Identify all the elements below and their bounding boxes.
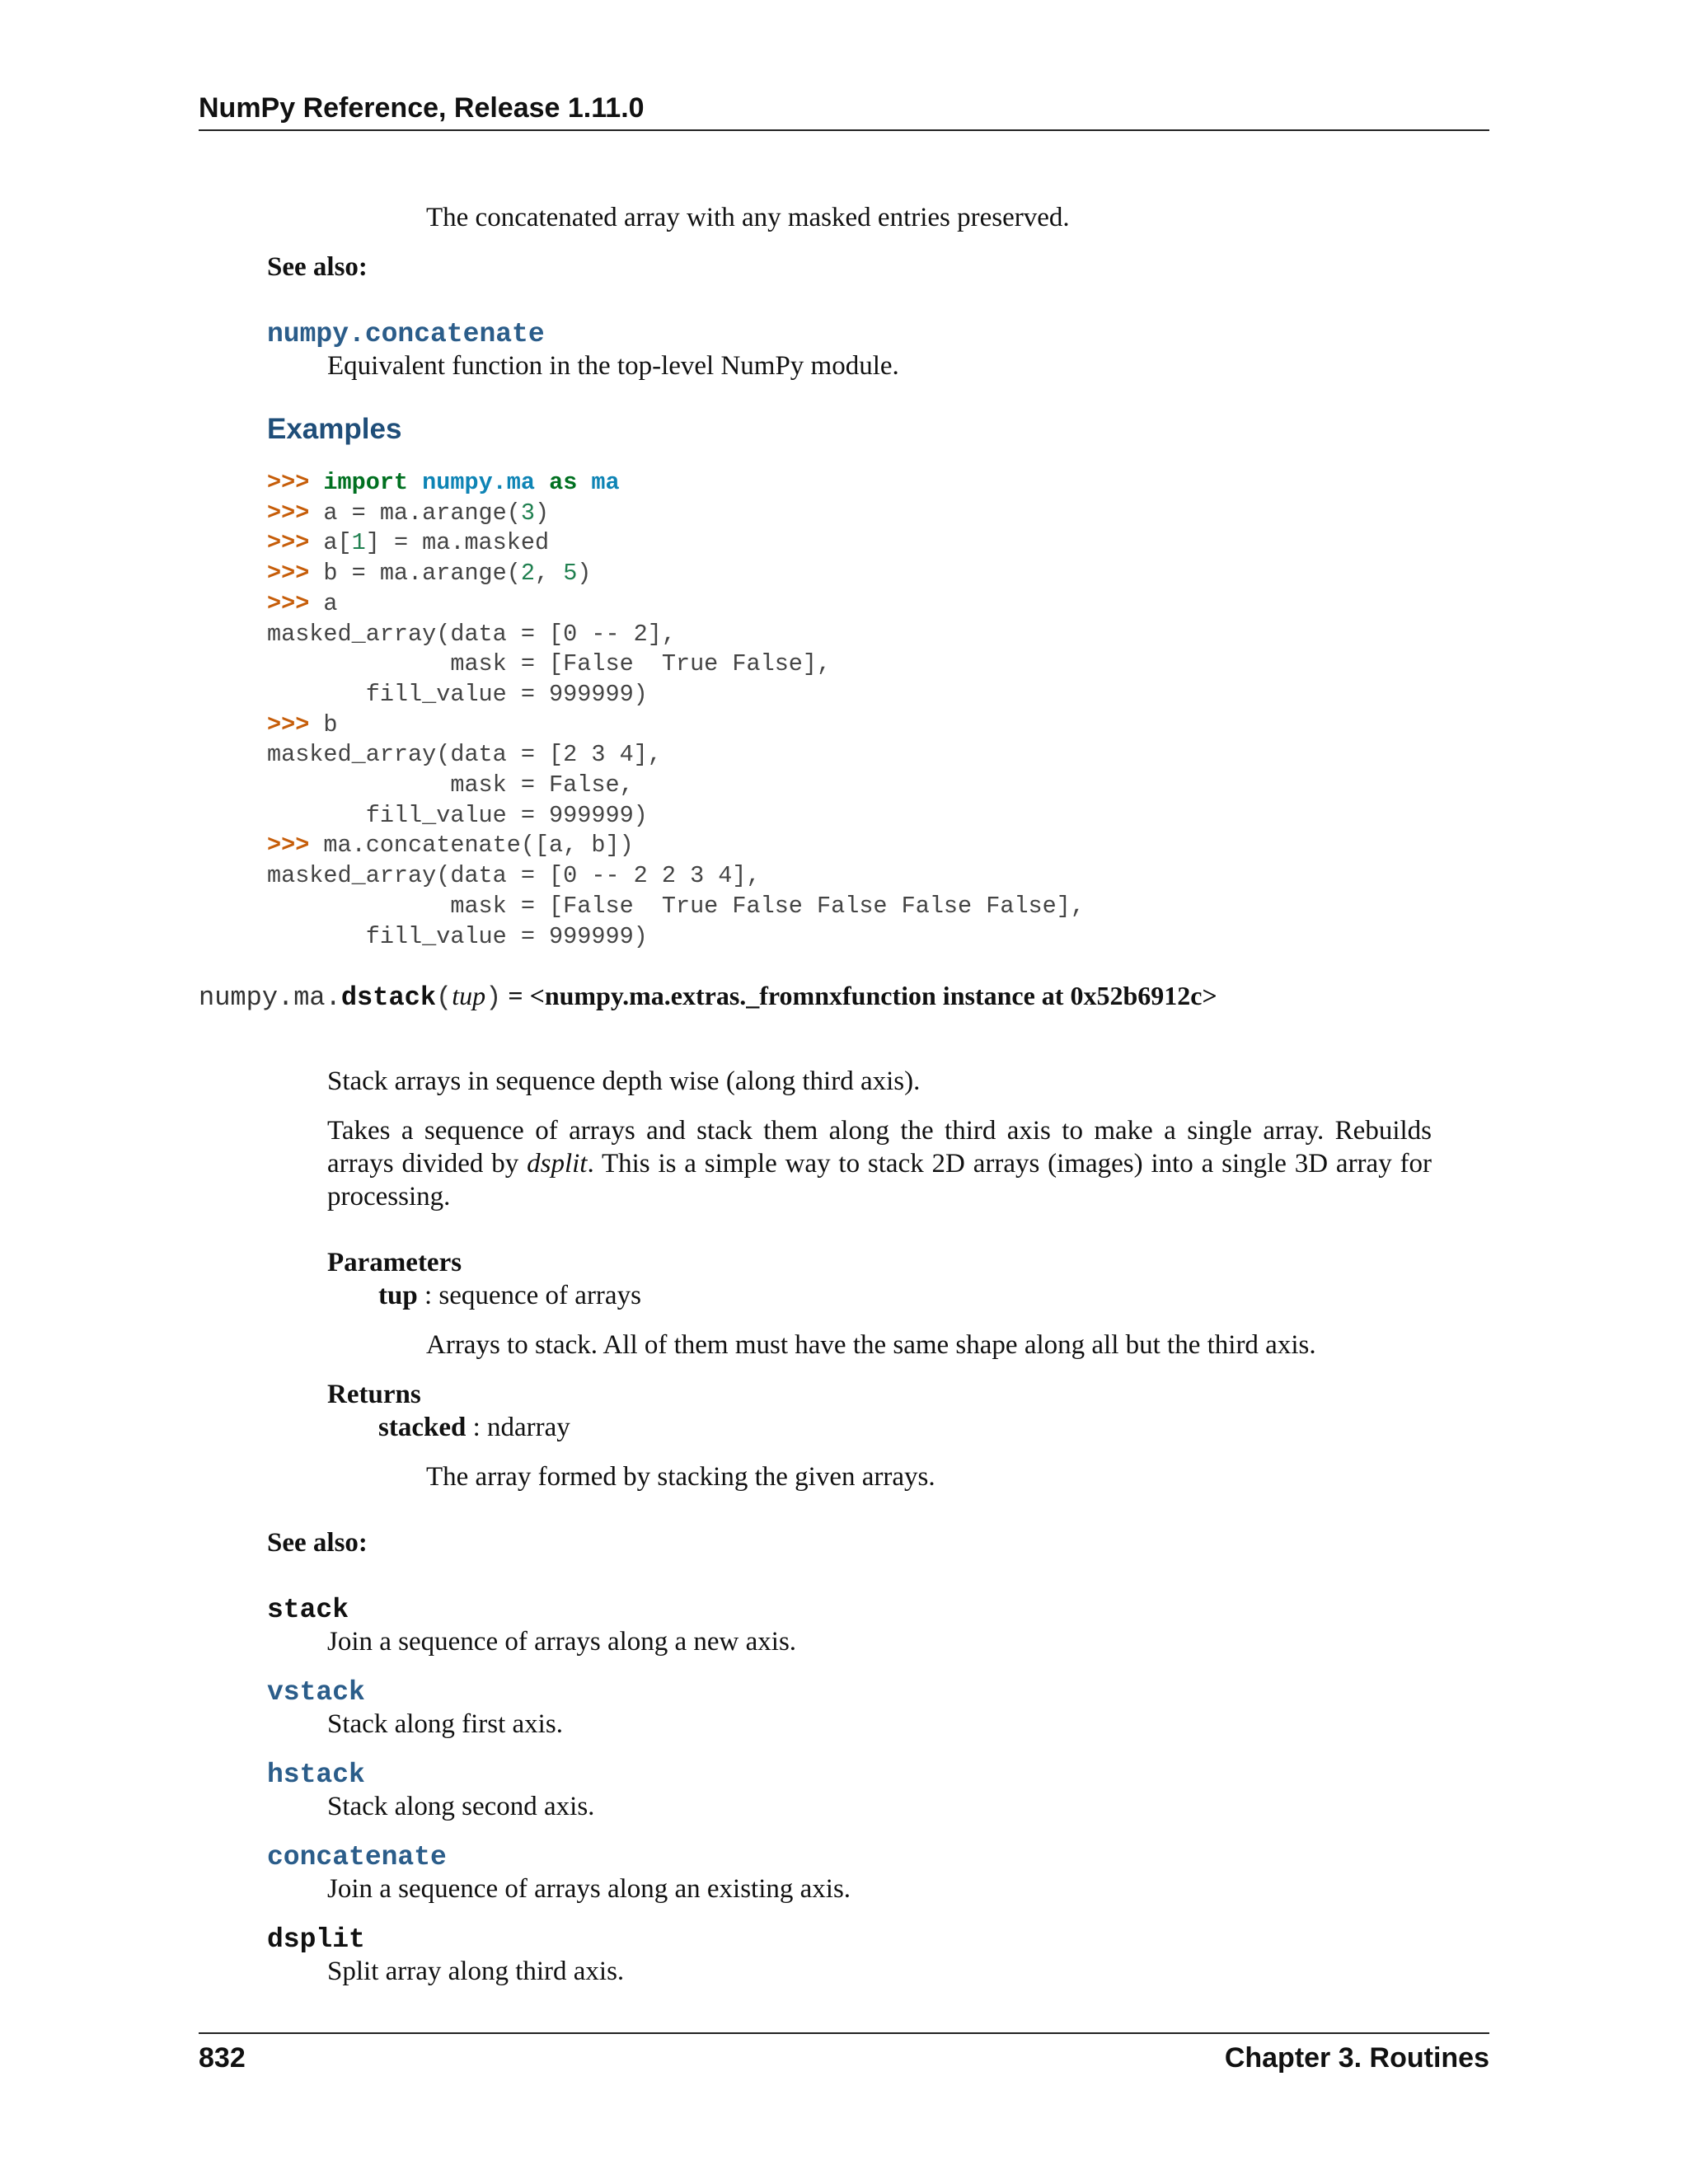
see-also-hstack-desc: Stack along second axis. bbox=[327, 1792, 595, 1821]
see-also-label: See also: bbox=[267, 252, 368, 282]
returns-label: Returns bbox=[327, 1380, 421, 1409]
footer-rule bbox=[199, 2032, 1489, 2034]
page-number: 832 bbox=[199, 2042, 246, 2074]
see-also-link-vstack[interactable]: vstack bbox=[267, 1677, 365, 1708]
dstack-summary: Stack arrays in sequence depth wise (along third axis). bbox=[327, 1066, 921, 1096]
param-tup: tup : sequence of arrays bbox=[378, 1281, 641, 1310]
see-also-link-hstack[interactable]: hstack bbox=[267, 1760, 365, 1790]
see-also-link-concatenate[interactable]: concatenate bbox=[267, 1842, 447, 1872]
see-also-vstack-desc: Stack along first axis. bbox=[327, 1709, 563, 1739]
example-code-block: >>> import numpy.ma as ma >>> a = ma.arange(3) >>> a[1] = ma.masked >>> b = ma.arange(2, 5) >>> a masked_array(data = [0 -- 2], mask = [False True False], fill_value = 999999) >>> b masked_array(data = [2 3 4], mask = False, fill_value = 999999) >>> ma.concatenate([a, b]) masked_array(data = [0 -- 2 2 3 4], mask = [False True False False False False], fill_value = 999999) bbox=[267, 469, 1085, 950]
see-also-dsplit: dsplit bbox=[267, 1924, 365, 1955]
return-stacked-desc: The array formed by stacking the given arrays. bbox=[426, 1462, 935, 1492]
see-also-concatenate-desc: Join a sequence of arrays along an existing axis. bbox=[327, 1874, 851, 1904]
see-also-dsplit-desc: Split array along third axis. bbox=[327, 1957, 625, 1986]
returns-description: The concatenated array with any masked entries preserved. bbox=[426, 203, 1070, 232]
dstack-see-also-label: See also: bbox=[267, 1528, 368, 1558]
see-also-desc: Equivalent function in the top-level NumPy module. bbox=[327, 351, 899, 381]
running-header: NumPy Reference, Release 1.11.0 bbox=[199, 92, 645, 124]
see-also-stack-desc: Join a sequence of arrays along a new axis. bbox=[327, 1627, 797, 1657]
param-tup-desc: Arrays to stack. All of them must have the same shape along all but the third axis. bbox=[426, 1330, 1316, 1360]
function-signature-dstack: numpy.ma.dstack(tup) = <numpy.ma.extras._fromnxfunction instance at 0x52b6912c> bbox=[199, 981, 1217, 1013]
header-rule bbox=[199, 129, 1489, 131]
see-also-link-numpy-concatenate[interactable]: numpy.concatenate bbox=[267, 319, 545, 349]
examples-heading: Examples bbox=[267, 413, 402, 445]
parameters-label: Parameters bbox=[327, 1248, 462, 1277]
return-stacked: stacked : ndarray bbox=[378, 1413, 570, 1442]
dstack-description: Takes a sequence of arrays and stack them along the third axis to make a single array. Rebuilds arrays divided by dsplit. This is a simple way to stack 2D arrays (images) into a single 3D array for processing. bbox=[327, 1116, 1432, 1212]
chapter-label: Chapter 3. Routines bbox=[1224, 2042, 1489, 2074]
see-also-stack: stack bbox=[267, 1595, 349, 1625]
